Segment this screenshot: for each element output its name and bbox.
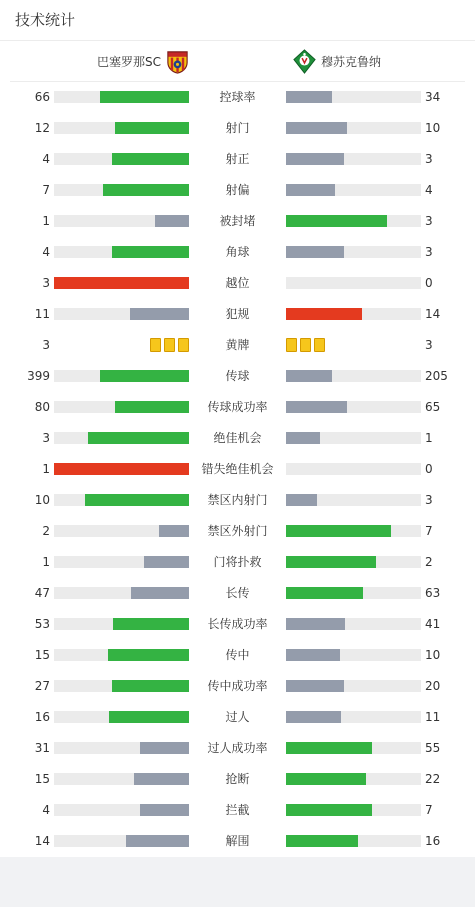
home-value: 4 — [42, 803, 50, 817]
away-value: 34 — [425, 90, 441, 104]
away-value: 10 — [425, 648, 441, 662]
home-value: 4 — [42, 245, 50, 259]
away-value: 7 — [425, 803, 433, 817]
home-bar-fill — [159, 525, 189, 537]
stat-row — [0, 268, 475, 299]
away-bar-track — [286, 308, 421, 320]
away-value: 14 — [425, 307, 441, 321]
stat-label: 解围 — [225, 834, 250, 848]
home-bar-fill — [112, 153, 189, 165]
away-value: 63 — [425, 586, 441, 600]
home-bar-fill — [103, 184, 189, 196]
away-bar-track — [286, 494, 421, 506]
stat-row — [0, 361, 475, 392]
stat-row — [0, 702, 475, 733]
team-header — [0, 41, 475, 81]
away-bar-fill — [286, 494, 317, 506]
stat-label: 角球 — [225, 245, 250, 259]
home-bar-fill — [155, 215, 189, 227]
yellow-card-icon — [150, 338, 161, 352]
away-bar-track — [286, 525, 421, 537]
away-value: 0 — [425, 462, 433, 476]
home-yellow-cards — [150, 338, 189, 352]
away-bar-fill — [286, 91, 332, 103]
stat-label: 射偏 — [225, 183, 250, 197]
home-bar-fill — [108, 649, 189, 661]
home-bar-track — [54, 525, 189, 537]
away-value: 65 — [425, 400, 441, 414]
stat-label: 长传成功率 — [207, 617, 268, 631]
away-value: 0 — [425, 276, 433, 290]
away-bar-track — [286, 91, 421, 103]
home-bar-fill — [112, 680, 189, 692]
home-value: 11 — [34, 307, 50, 321]
yellow-card-icon — [286, 338, 297, 352]
stat-label: 长传 — [225, 586, 250, 600]
home-value: 15 — [34, 648, 50, 662]
home-value: 1 — [42, 462, 50, 476]
away-bar-track — [286, 277, 421, 289]
home-bar-fill — [85, 494, 189, 506]
home-value: 3 — [42, 276, 50, 290]
home-bar-track — [54, 556, 189, 568]
home-bar-fill — [54, 277, 189, 289]
away-value: 16 — [425, 834, 441, 848]
stat-label: 拦截 — [225, 803, 250, 817]
stat-row — [0, 330, 475, 361]
stat-label: 射门 — [225, 121, 250, 135]
away-value: 205 — [425, 369, 448, 383]
away-bar-fill — [286, 773, 366, 785]
home-bar-fill — [144, 556, 189, 568]
home-bar-fill — [54, 463, 189, 475]
away-bar-fill — [286, 835, 358, 847]
home-bar-track — [54, 494, 189, 506]
stat-row — [0, 795, 475, 826]
home-bar-track — [54, 773, 189, 785]
stat-label: 黄牌 — [225, 338, 250, 352]
home-bar-track — [54, 432, 189, 444]
away-value: 41 — [425, 617, 441, 631]
home-value: 14 — [34, 834, 50, 848]
stat-row — [0, 175, 475, 206]
away-bar-track — [286, 432, 421, 444]
away-value: 1 — [425, 431, 433, 445]
away-bar-fill — [286, 711, 341, 723]
away-bar-track — [286, 122, 421, 134]
stat-row — [0, 423, 475, 454]
home-value: 31 — [34, 741, 50, 755]
away-bar-fill — [286, 618, 345, 630]
stat-row — [0, 578, 475, 609]
home-value: 47 — [34, 586, 50, 600]
away-value: 3 — [425, 338, 433, 352]
home-value: 15 — [34, 772, 50, 786]
away-bar-fill — [286, 246, 344, 258]
stat-row — [0, 671, 475, 702]
home-team-name: 巴塞罗那SC — [97, 54, 161, 69]
away-value: 3 — [425, 152, 433, 166]
home-bar-fill — [115, 401, 189, 413]
away-team[interactable] — [292, 48, 381, 74]
away-bar-track — [286, 649, 421, 661]
home-bar-track — [54, 215, 189, 227]
away-bar-fill — [286, 649, 340, 661]
away-value: 3 — [425, 245, 433, 259]
away-bar-track — [286, 742, 421, 754]
home-value: 399 — [27, 369, 50, 383]
home-value: 27 — [34, 679, 50, 693]
away-bar-fill — [286, 153, 344, 165]
away-bar-fill — [286, 401, 347, 413]
yellow-card-icon — [178, 338, 189, 352]
home-bar-track — [54, 153, 189, 165]
away-bar-fill — [286, 184, 335, 196]
stat-label: 被封堵 — [219, 214, 256, 228]
away-value: 7 — [425, 524, 433, 538]
home-bar-fill — [100, 91, 189, 103]
away-bar-track — [286, 618, 421, 630]
home-value: 12 — [34, 121, 50, 135]
stat-row — [0, 547, 475, 578]
yellow-card-icon — [314, 338, 325, 352]
home-bar-track — [54, 680, 189, 692]
away-value: 20 — [425, 679, 441, 693]
away-bar-track — [286, 835, 421, 847]
home-bar-track — [54, 370, 189, 382]
stat-label: 传中成功率 — [207, 679, 268, 693]
home-bar-fill — [131, 587, 189, 599]
away-value: 3 — [425, 493, 433, 507]
stat-label: 犯规 — [225, 307, 250, 321]
away-bar-track — [286, 711, 421, 723]
home-bar-track — [54, 587, 189, 599]
home-bar-fill — [113, 618, 189, 630]
away-bar-fill — [286, 556, 376, 568]
home-value: 3 — [42, 338, 50, 352]
away-value: 4 — [425, 183, 433, 197]
stat-row — [0, 516, 475, 547]
away-value: 2 — [425, 555, 433, 569]
home-bar-track — [54, 711, 189, 723]
away-bar-track — [286, 680, 421, 692]
yellow-card-icon — [300, 338, 311, 352]
away-bar-fill — [286, 742, 372, 754]
home-bar-fill — [134, 773, 189, 785]
stat-label: 过人 — [225, 710, 250, 724]
away-bar-fill — [286, 804, 372, 816]
stat-label: 过人成功率 — [207, 741, 268, 755]
away-value: 3 — [425, 214, 433, 228]
away-bar-fill — [286, 432, 320, 444]
stat-row — [0, 82, 475, 113]
home-bar-fill — [115, 122, 189, 134]
home-value: 53 — [34, 617, 50, 631]
home-bar-fill — [88, 432, 189, 444]
away-value: 10 — [425, 121, 441, 135]
stat-row — [0, 733, 475, 764]
stat-row — [0, 299, 475, 330]
home-team[interactable] — [97, 48, 190, 74]
stat-label: 传球成功率 — [207, 400, 268, 414]
stat-row — [0, 454, 475, 485]
home-value: 1 — [42, 555, 50, 569]
away-yellow-cards — [286, 338, 325, 352]
home-value: 10 — [34, 493, 50, 507]
stat-label: 抢断 — [225, 772, 250, 786]
home-bar-fill — [126, 835, 189, 847]
stat-label: 传中 — [225, 648, 250, 662]
home-bar-track — [54, 91, 189, 103]
away-bar-track — [286, 587, 421, 599]
away-value: 11 — [425, 710, 441, 724]
stat-label: 射正 — [225, 152, 250, 166]
away-bar-fill — [286, 122, 347, 134]
away-bar-track — [286, 153, 421, 165]
home-value: 16 — [34, 710, 50, 724]
home-value: 3 — [42, 431, 50, 445]
stat-label: 错失绝佳机会 — [201, 462, 274, 476]
home-bar-track — [54, 742, 189, 754]
home-bar-track — [54, 401, 189, 413]
home-bar-fill — [140, 804, 189, 816]
stat-row — [0, 826, 475, 857]
home-bar-fill — [109, 711, 189, 723]
mushuc-runa-crest-icon — [292, 49, 317, 74]
stat-label: 控球率 — [219, 90, 256, 104]
home-bar-fill — [112, 246, 189, 258]
home-value: 1 — [42, 214, 50, 228]
home-value: 4 — [42, 152, 50, 166]
stat-row — [0, 206, 475, 237]
stat-row — [0, 392, 475, 423]
home-bar-track — [54, 184, 189, 196]
away-bar-fill — [286, 525, 391, 537]
stat-row — [0, 237, 475, 268]
stat-label: 越位 — [225, 276, 250, 290]
away-team-name: 穆苏克鲁纳 — [321, 54, 382, 69]
away-bar-track — [286, 773, 421, 785]
away-bar-fill — [286, 370, 332, 382]
stat-row — [0, 640, 475, 671]
away-bar-fill — [286, 308, 362, 320]
yellow-card-icon — [164, 338, 175, 352]
home-bar-track — [54, 649, 189, 661]
stat-label: 传球 — [225, 369, 250, 383]
home-bar-track — [54, 122, 189, 134]
away-bar-track — [286, 246, 421, 258]
away-bar-track — [286, 184, 421, 196]
away-bar-track — [286, 463, 421, 475]
home-bar-track — [54, 463, 189, 475]
home-value: 66 — [34, 90, 50, 104]
away-bar-track — [286, 401, 421, 413]
stat-row — [0, 485, 475, 516]
home-value: 2 — [42, 524, 50, 538]
stat-label: 绝佳机会 — [213, 431, 262, 445]
away-bar-track — [286, 804, 421, 816]
barcelona-sc-crest-icon — [165, 49, 190, 74]
home-bar-track — [54, 246, 189, 258]
home-value: 80 — [34, 400, 50, 414]
stat-row — [0, 144, 475, 175]
away-bar-track — [286, 215, 421, 227]
home-bar-track — [54, 308, 189, 320]
away-bar-fill — [286, 587, 363, 599]
stat-label: 门将扑救 — [213, 555, 262, 569]
home-bar-fill — [130, 308, 189, 320]
stat-row — [0, 113, 475, 144]
home-bar-fill — [140, 742, 189, 754]
home-value: 7 — [42, 183, 50, 197]
away-bar-track — [286, 556, 421, 568]
stat-label: 禁区内射门 — [207, 493, 268, 507]
away-value: 55 — [425, 741, 441, 755]
home-bar-track — [54, 277, 189, 289]
away-value: 22 — [425, 772, 441, 786]
home-bar-fill — [100, 370, 189, 382]
home-bar-track — [54, 618, 189, 630]
stat-row — [0, 764, 475, 795]
away-bar-fill — [286, 680, 344, 692]
away-bar-fill — [286, 215, 387, 227]
stat-row — [0, 609, 475, 640]
home-bar-track — [54, 804, 189, 816]
away-bar-track — [286, 370, 421, 382]
home-bar-track — [54, 835, 189, 847]
stat-label: 禁区外射门 — [207, 524, 268, 538]
stats-list — [0, 82, 475, 857]
page-title: 技术统计 — [15, 11, 76, 29]
